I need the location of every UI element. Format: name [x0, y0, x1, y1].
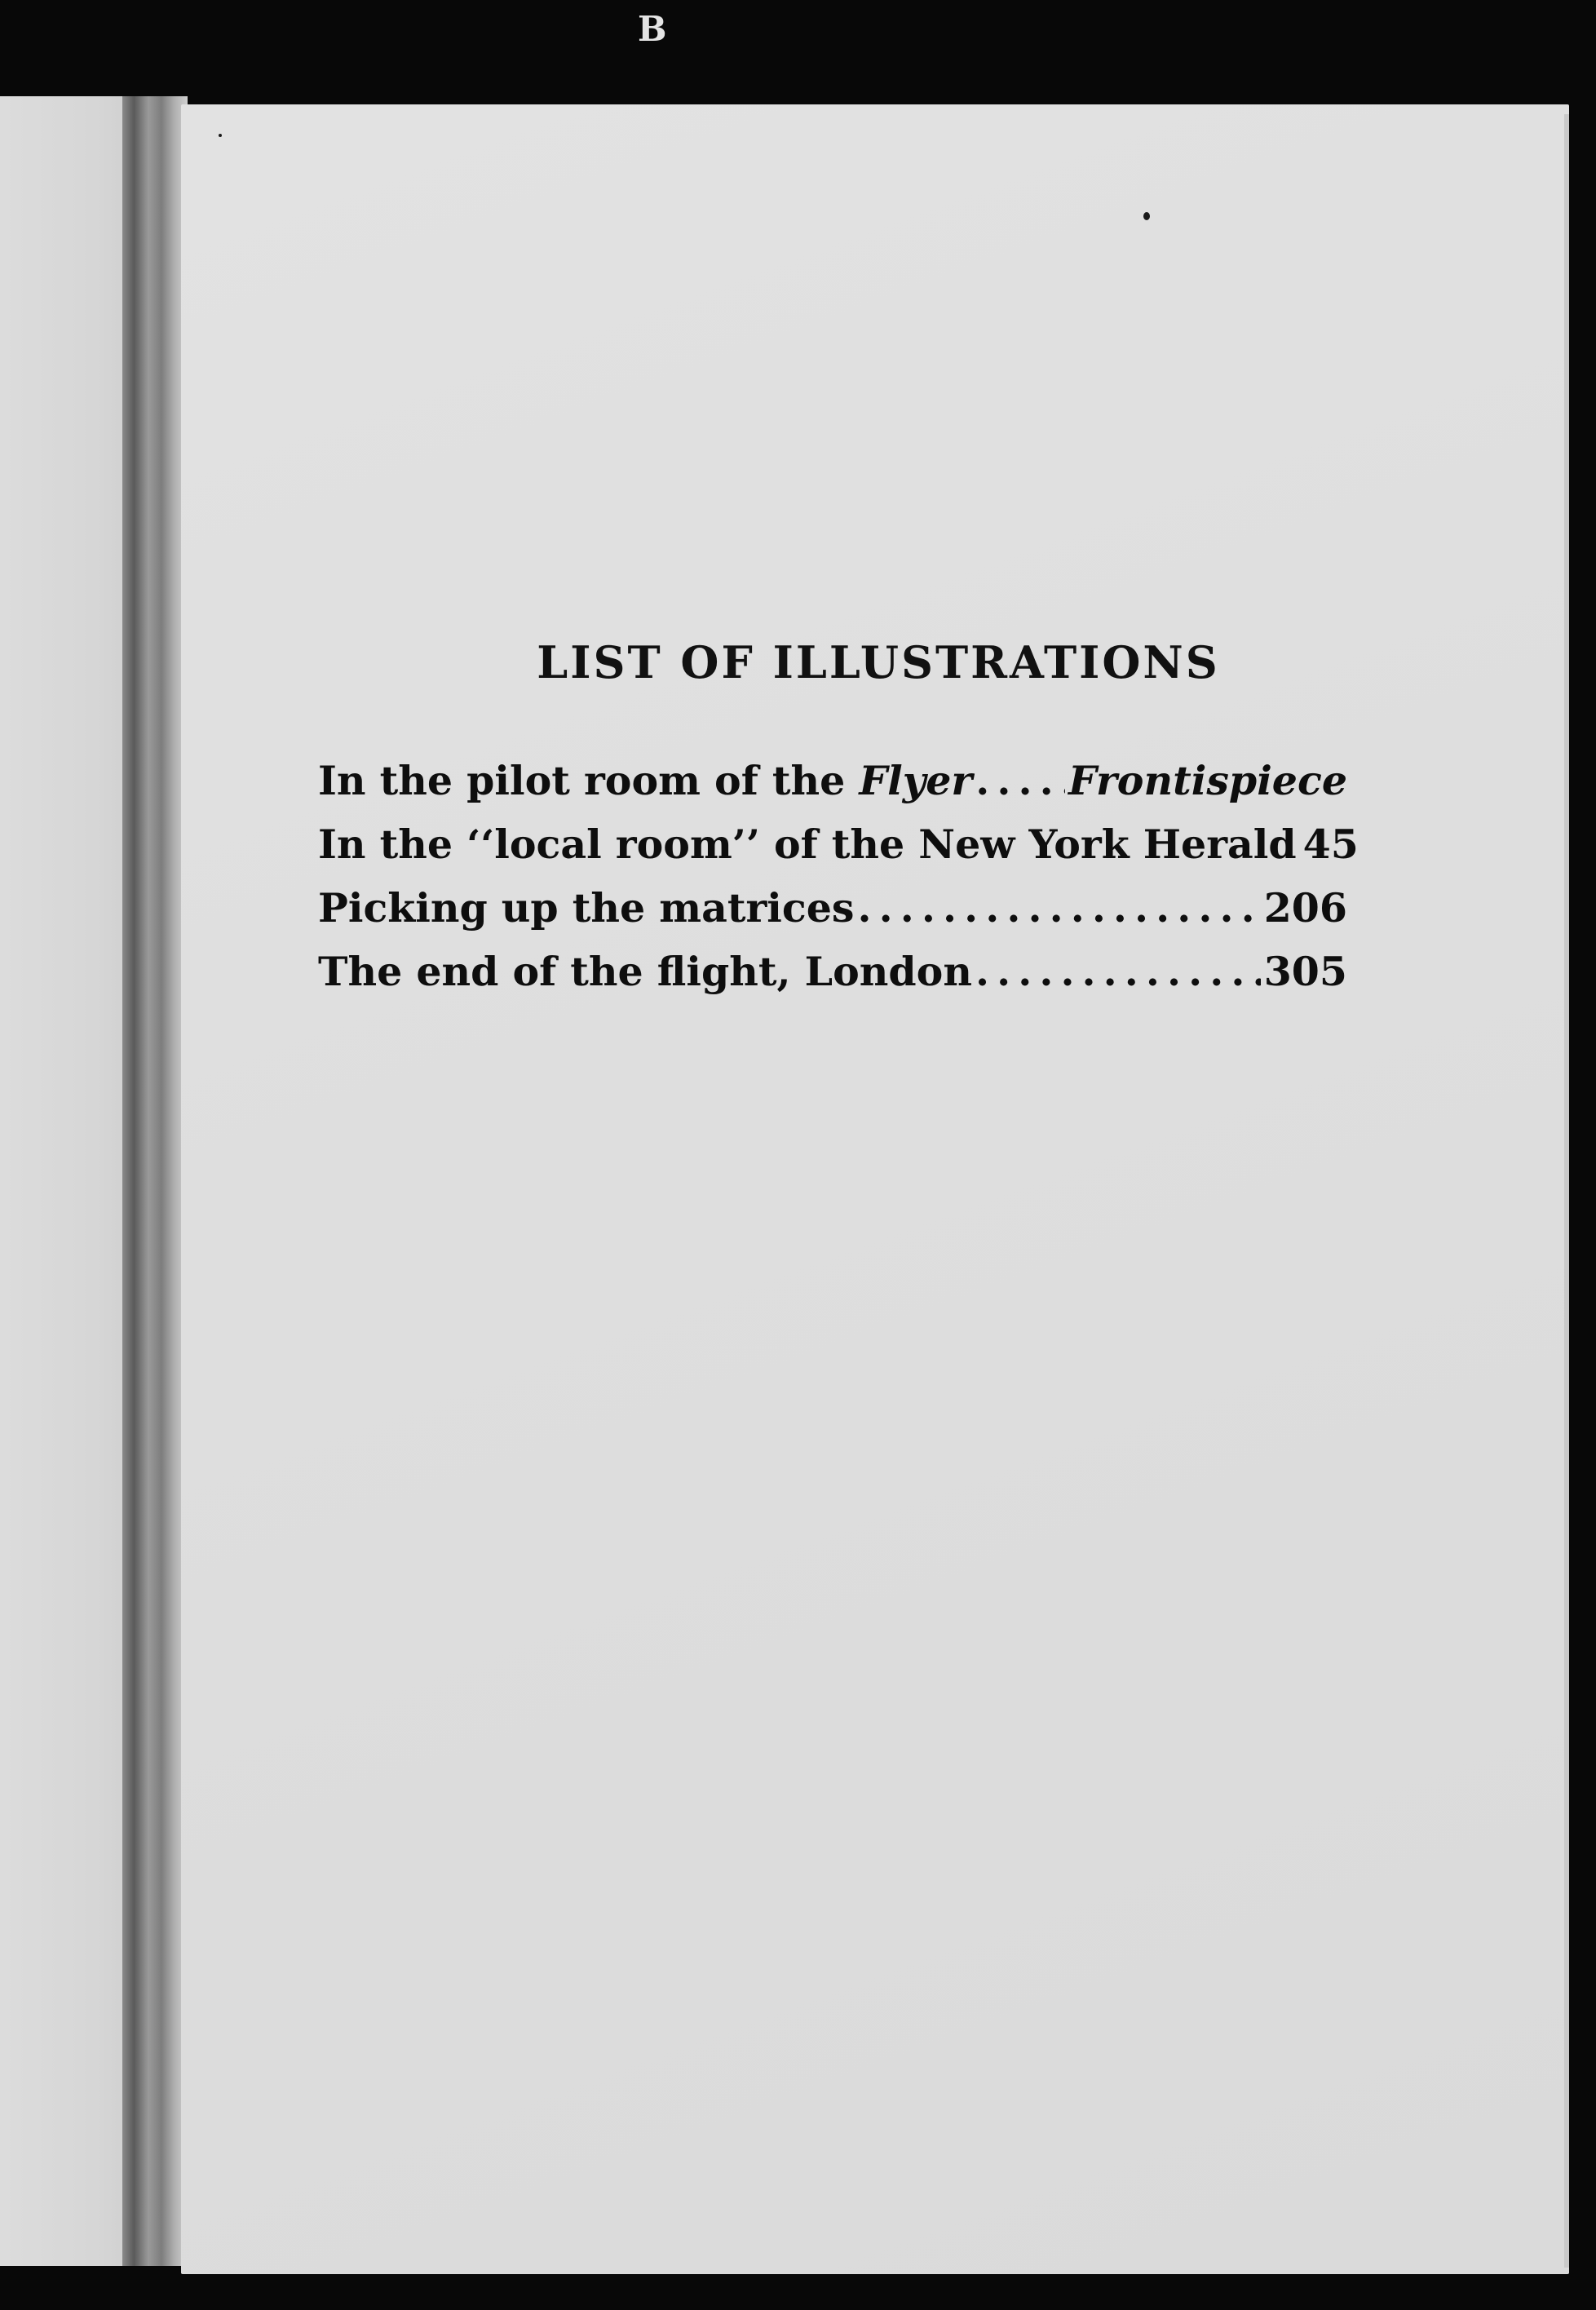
- page-right-edge: [1564, 114, 1569, 2268]
- book-page: [181, 104, 1569, 2274]
- entry-label: The end of the flight, London: [318, 948, 972, 995]
- page-title: LIST OF ILLUSTRATIONS: [537, 636, 1220, 688]
- entry-page: 45: [1302, 821, 1359, 868]
- dot-leader: [975, 757, 1065, 804]
- list-item: [318, 948, 1347, 1011]
- dust-speck: [1143, 212, 1150, 220]
- dot-leader: [975, 948, 1261, 995]
- dust-speck: [219, 134, 222, 137]
- entry-page: Frontispiece: [1068, 757, 1347, 804]
- list-item: [318, 884, 1347, 948]
- left-page-edge: [0, 96, 137, 2266]
- dot-leader: [858, 884, 1261, 932]
- spine-shadow: [122, 96, 188, 2266]
- top-margin-mark: B: [638, 9, 667, 49]
- entry-label-italic: Flyer: [859, 757, 973, 804]
- list-item: [318, 757, 1347, 821]
- entry-label: In the pilot room of the Flyer: [318, 757, 973, 804]
- illustrations-list: [318, 757, 1359, 1011]
- entry-label: Picking up the matrices: [318, 884, 855, 932]
- list-item: [318, 821, 1359, 884]
- entry-page: 305: [1263, 948, 1347, 995]
- entry-page: 206: [1263, 884, 1347, 932]
- entry-label: In the ‘‘local room’’ of the New York Herald: [318, 821, 1297, 868]
